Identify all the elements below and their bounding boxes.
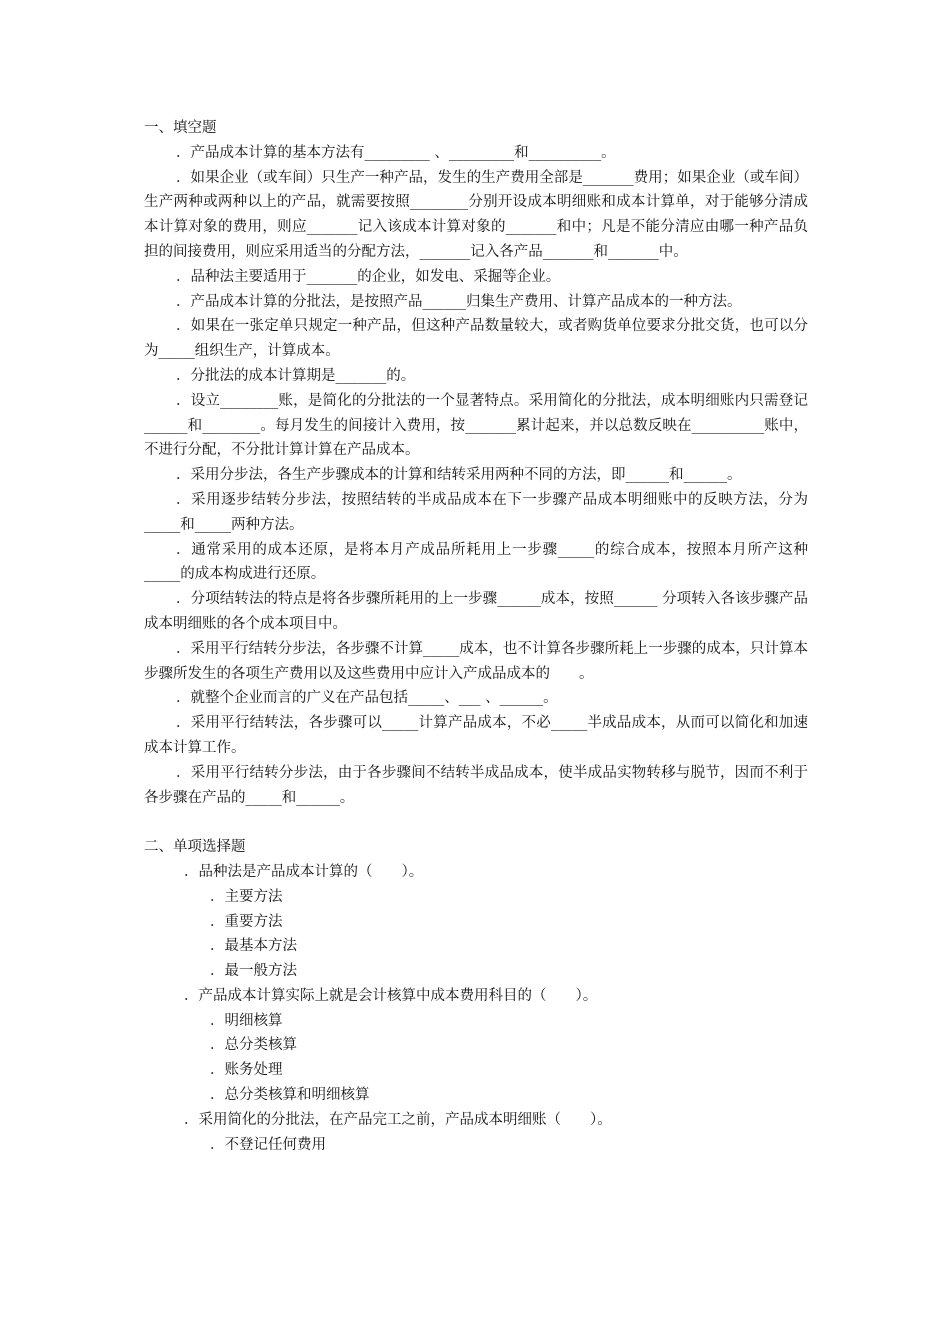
choice-option: ．不登记任何费用	[210, 1136, 326, 1153]
choice-option: ．账务处理	[210, 1062, 283, 1079]
fill-item-2: ．如果企业（或车间）只生产一种产品，发生的生产费用全部是_______费用；如果企业（或车间）生产两种或两种以上的产品，就需要按照________分别开设成本明细账和成本计算单，对于能够分清成本计算对象的费用，则应_______记入该成本计算对象的_______和中；凡是不能分清应由哪一种产品负担的间接费用，则应采用适当的分配方法，_______记入各产品_______和_______中。	[144, 169, 808, 260]
fill-item-9: ．采用逐步结转分步法，按照结转的半成品成本在下一步骤产品成本明细账中的反映方法，分为 _____和_____两种方法。	[144, 491, 808, 533]
fill-item-8: ．采用分步法，各生产步骤成本的计算和结转采用两种不同的方法，即______和______。	[176, 467, 742, 484]
fill-item-10: ．通常采用的成本还原，是将本月产成品所耗用上一步骤_____的综合成本，按照本月所产这种_____的成本构成进行还原。	[144, 541, 808, 583]
choice-option: ．最基本方法	[210, 938, 297, 955]
fill-item-3: ．品种法主要适用于_______的企业，如发电、采掘等企业。	[176, 268, 561, 285]
fill-item-1: ．产品成本计算的基本方法有_________ 、_________和__________。	[176, 144, 616, 161]
fill-item-4: ．产品成本计算的分批法，是按照产品______归集生产费用、计算产品成本的一种方法。	[176, 293, 742, 310]
fill-item-6: ．分批法的成本计算期是_______的。	[176, 367, 416, 384]
fill-item-5: ．如果在一张定单只规定一种产品，但这种产品数量较大，或者购货单位要求分批交货，也可以分为_____组织生产，计算成本。	[144, 318, 808, 360]
section-heading-single-choice: 二、单项选择题	[144, 839, 246, 856]
fill-item-15: ．采用平行结转分步法，由于各步骤间不结转半成品成本，使半成品实物转移与脱节，因而不利于各步骤在产品的_____和______。	[144, 764, 808, 806]
fill-item-11: ．分项结转法的特点是将各步骤所耗用的上一步骤______成本，按照______ 分项转入各该步骤产品成本明细账的各个成本项目中。	[144, 591, 808, 632]
choice-question-3: ．采用简化的分批法，在产品完工之前，产品成本明细账（ ）。	[184, 1111, 612, 1128]
choice-option: ．总分类核算	[210, 1037, 297, 1054]
section-spacer	[144, 810, 808, 835]
choice-option: ．总分类核算和明细核算	[210, 1087, 370, 1104]
choice-question-1: ．品种法是产品成本计算的（ ）。	[184, 863, 424, 880]
section-heading-fill-in: 一、填空题	[144, 120, 217, 136]
choice-option: ．重要方法	[210, 913, 283, 930]
choice-question-2: ．产品成本计算实际上就是会计核算中成本费用科目的（ ）。	[184, 987, 598, 1004]
fill-item-13: ．就整个企业而言的广义在产品包括_____、___ 、______。	[176, 690, 558, 707]
fill-item-7: ．设立________账，是简化的分批法的一个显著特点。采用简化的分批法，成本明细账内只需登记______和________。每月发生的间接计入费用，按_______累计起来，并以总数反映在__________账中，不进行分配，不分批计算计算在产品成本。	[144, 392, 808, 459]
document-page	[144, 116, 808, 1157]
fill-item-14: ．采用平行结转法，各步骤可以_____计算产品成本，不必_____半成品成本，从而可以简化和加速成本计算工作。	[144, 715, 808, 756]
choice-option: ．最一般方法	[210, 963, 297, 980]
choice-option: ．明细核算	[210, 1012, 283, 1029]
fill-item-12: ．采用平行结转分步法，各步骤不计算_____成本，也不计算各步骤所耗上一步骤的成本，只计算本步骤所发生的各项生产费用以及这些费用中应计入产成品成本的 。	[144, 640, 808, 682]
choice-option: ．主要方法	[210, 888, 283, 905]
